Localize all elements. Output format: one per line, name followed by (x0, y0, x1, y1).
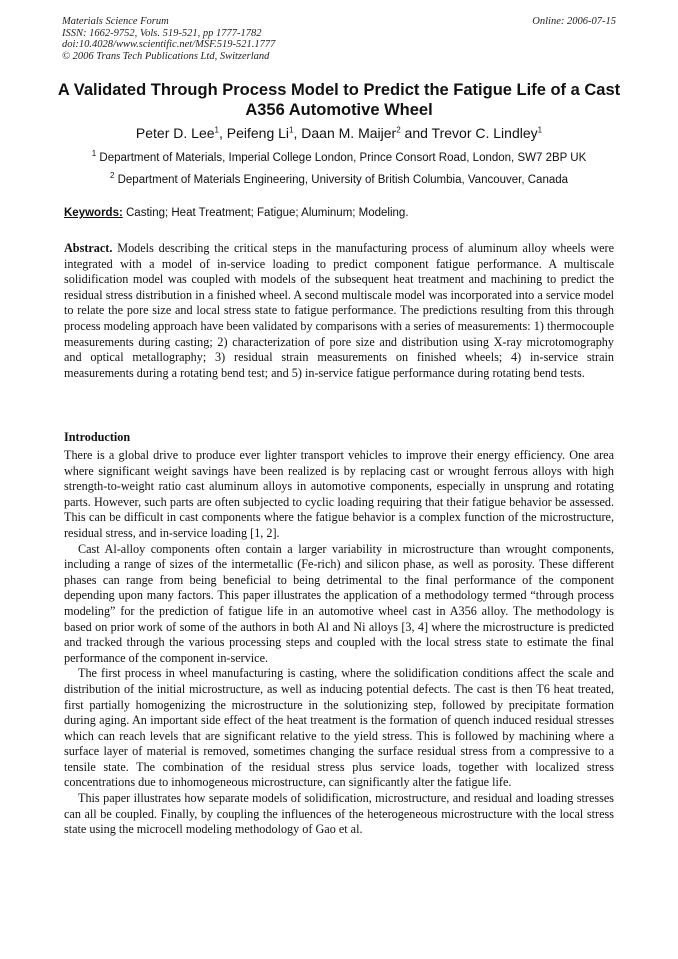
introduction-body (64, 448, 614, 838)
doi-line: doi:10.4028/www.scientific.net/MSF.519-521.1777 (62, 39, 276, 50)
section-heading-introduction: Introduction (64, 430, 131, 444)
author-separator: and (400, 125, 432, 141)
affiliation-text: Department of Materials, Imperial College London, Prince Consort Road, London, SW7 2BP UK (99, 152, 587, 164)
affiliation-mark: 2 (109, 171, 115, 181)
paragraph: This paper illustrates how separate models of solidification, microstructure, and residual and loading stresses can all be coupled. Finally, by coupling the influences of the heterogeneous microstructure with the local stress state using the microcell modeling methodology of Gao et al. (64, 791, 614, 837)
author-affiliation-mark: 1 (537, 125, 543, 135)
author-list (40, 124, 638, 142)
author-affiliation-mark: 1 (289, 125, 294, 135)
journal-name: Materials Science Forum (62, 16, 169, 27)
author-separator: , (218, 125, 227, 141)
issn-line: ISSN: 1662-9752, Vols. 519-521, pp 1777-1782 (62, 27, 262, 39)
paragraph: The first process in wheel manufacturing is casting, where the solidification conditions affect the scale and distribution of the initial microstructure, as well as inducing potential defects. The cast is then T6 heat treated, first partially homogenizing the microstructure in the solutionizing step, followed by precipitate formation during aging. An important side effect of the heat treatment is the formation of quench induced residual stresses which can reach levels that are significant relative to the yield stress. This is followed by machining where a surface layer of material is removed, sometimes changing the surface residual stress from a compressive to a tensile state. The combination of the residual stress plus service loads, together with localized stress concentrations due to inhomogeneous microstructure, can significantly alter the fatigue life. (64, 666, 614, 790)
keywords-text: Casting; Heat Treatment; Fatigue; Aluminum; Modeling. (126, 207, 409, 219)
keywords-label: Keywords: (64, 207, 123, 219)
abstract-text: Models describing the critical steps in the manufacturing process of aluminum alloy wheels were integrated with a model of in-service loading to predict component fatigue performance. A multiscale solidification model was coupled with models of the subsequent heat treatment and machining to predict the residual stress distribution in a finished wheel. A second multiscale model was incorporated into a service model to relate the pore size and local stress state to fatigue performance. The predictions resulting from this through process modeling approach have been validated by comparisons with a series of measurements: 1) thermocouple measurements during casting; 2) characterization of pore size and distribution using X-ray microtomography and optical metallography; 3) residual strain measurements on finished wheels; 4) in-service strain measurements during a rotating bend test; and 5) in-service fatigue performance during rotating bend tests. (64, 241, 614, 380)
author-name: Daan M. Maijer (301, 125, 397, 141)
affiliation-text: Department of Materials Engineering, University of British Columbia, Vancouver, Canada (117, 174, 569, 186)
paper-title: A Validated Through Process Model to Predict the Fatigue Life of a Cast A356 Automotive Wheel (57, 81, 621, 119)
author-name: Trevor C. Lindley (431, 125, 538, 141)
copyright-line: © 2006 Trans Tech Publications Ltd, Switzerland (62, 50, 270, 62)
journal-header (62, 16, 616, 62)
author-affiliation-mark: 1 (214, 125, 219, 135)
affiliation-2 (40, 173, 638, 187)
paragraph: Cast Al-alloy components often contain a larger variability in microstructure than wrought components, including a range of sizes of the intermetallic (Fe-rich) and silicon phase, as well as porosity. These different phases can range from being beneficial to being detrimental to the final performance of the component depending upon many factors. This paper illustrates the application of a methodology termed “through process modeling” for the prediction of fatigue life in an automotive wheel cast in A356 alloy. The methodology is based on prior work of some of the authors in both Al and Ni alloys [3, 4] where the microstructure is predicted and tracked through the various processing steps and coupled with the local stress state to estimate the final performance of the component in-service. (64, 541, 614, 665)
author-name: Peifeng Li (226, 125, 290, 141)
affiliation-mark: 1 (91, 149, 97, 159)
author-affiliation-mark: 2 (396, 125, 401, 135)
paragraph: There is a global drive to produce ever lighter transport vehicles to improve their energy efficiency. One area where significant weight savings have been realized is by replacing cast or wrought ferrous alloys with high strength-to-weight ratio cast aluminum alloys in automotive components, especially in unsprung and rotating parts. However, such parts are often subjected to cyclic loading requiring that their fatigue behavior be assessed. This can be difficult in cast components where the fatigue behavior is a complex function of the microstructure, residual stress, and in-service loading [1, 2]. (64, 448, 614, 540)
affiliation-1 (40, 151, 638, 165)
keywords (64, 206, 616, 220)
abstract (64, 241, 614, 381)
author-separator: , (293, 125, 302, 141)
abstract-label: Abstract. (64, 241, 113, 255)
author-name: Peter D. Lee (135, 125, 215, 141)
online-date: Online: 2006-07-15 (532, 16, 616, 27)
